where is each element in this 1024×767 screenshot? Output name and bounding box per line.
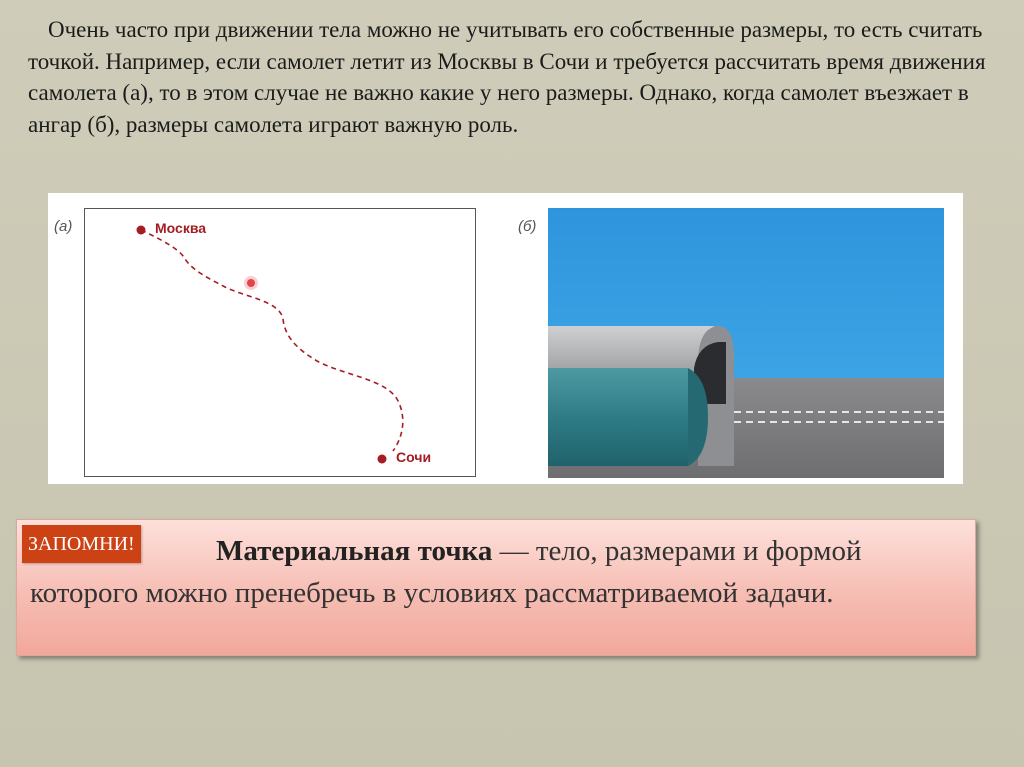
moscow-point [137, 226, 146, 235]
plane-point-halo [244, 276, 258, 290]
sochi-point [378, 455, 387, 464]
city-label-sochi: Сочи [396, 449, 432, 465]
definition-term: Материальная точка [216, 535, 493, 567]
figure-panel [48, 193, 963, 484]
hangar-illustration [548, 208, 944, 478]
hangar-svg [548, 208, 944, 478]
plane-fuselage [548, 368, 688, 466]
city-label-moscow: Москва [155, 220, 207, 236]
figure-label-a: (а) [54, 218, 73, 235]
definition-body: — тело, размерами и формой которого можно пренебречь в условиях рассматриваемой задачи. [30, 535, 862, 609]
remember-badge: ЗАПОМНИ! [22, 525, 141, 563]
route-map [84, 208, 476, 477]
definition-text [30, 530, 960, 614]
figure-label-b: (б) [518, 218, 537, 235]
flight-route-line [141, 230, 403, 451]
intro-paragraph: Очень часто при движении тела можно не учитывать его собственные размеры, то есть считать точкой. Например, если самолет летит из Москвы в Сочи и требуется рассчитать время движения самолета (а), то в этом случае не важно какие у него размеры. Однако, когда самолет въезжает в ангар (б), размеры самолета играют важную роль. [28, 17, 986, 137]
route-svg [85, 209, 477, 478]
